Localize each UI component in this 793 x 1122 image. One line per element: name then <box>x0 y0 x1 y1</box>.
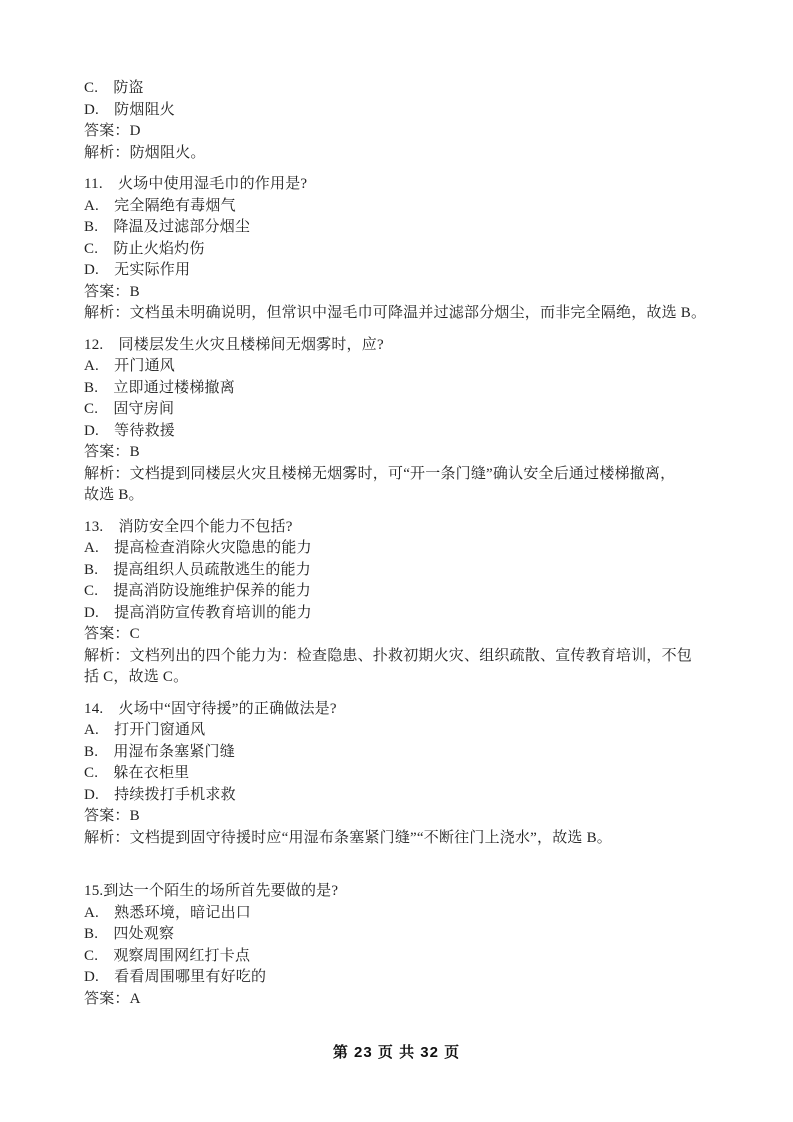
option-d: D. 无实际作用 <box>84 262 191 278</box>
question-title: 14. 火场中“固守待援”的正确做法是? <box>84 700 337 717</box>
question-block-11 <box>84 174 712 325</box>
option-c: C. 防止火焰灼伤 <box>84 240 205 257</box>
question-title: 11. 火场中使用湿毛巾的作用是? <box>84 176 308 192</box>
option-a: A. 完全隔绝有毒烟气 <box>84 197 236 214</box>
option-b: B. 立即通过楼梯撤离 <box>84 379 235 396</box>
answer-line: 答案：B <box>84 283 140 300</box>
option-a: A. 提高检查消除火灾隐患的能力 <box>84 540 312 556</box>
option-c: C. 提高消防设施维护保养的能力 <box>84 583 311 599</box>
question-block-10-partial <box>84 78 712 164</box>
option-d: D. 防烟阻火 <box>84 101 175 118</box>
option-b: B. 四处观察 <box>84 926 175 942</box>
analysis-line: 解析：文档虽未明确说明，但常识中湿毛巾可降温并过滤部分烟尘，而非完全隔绝，故选 B。 <box>84 305 707 321</box>
option-b: B. 降温及过滤部分烟尘 <box>84 219 251 235</box>
analysis-line-continued: 故选 B。 <box>84 487 144 503</box>
page-footer <box>0 1041 793 1062</box>
option-c: C. 躲在衣柜里 <box>84 765 190 781</box>
question-title: 15.到达一个陌生的场所首先要做的是? <box>84 883 339 899</box>
answer-line: 答案：C <box>84 626 140 642</box>
question-block-15 <box>84 881 712 1010</box>
analysis-line: 解析：文档列出的四个能力为：检查隐患、扑救初期火灾、组织疏散、宣传教育培训，不包 <box>84 647 693 664</box>
option-c: C. 观察周围网红打卡点 <box>84 947 251 964</box>
question-title: 12. 同楼层发生火灾且楼梯间无烟雾时，应? <box>84 336 384 353</box>
option-d: D. 等待救援 <box>84 422 175 439</box>
question-block-12 <box>84 335 712 507</box>
option-b: B. 用湿布条塞紧门缝 <box>84 743 235 760</box>
option-c: C. 固守房间 <box>84 401 175 417</box>
answer-line: 答案：D <box>84 123 141 139</box>
page-number-indicator: 第 23 页 共 32 页 <box>332 1044 461 1061</box>
answer-line: 答案：B <box>84 808 140 824</box>
question-title: 13. 消防安全四个能力不包括? <box>84 518 293 535</box>
analysis-line: 解析：防烟阻火。 <box>84 144 206 161</box>
answer-line: 答案：B <box>84 444 140 460</box>
analysis-line: 解析：文档提到同楼层火灾且楼梯无烟雾时，可“开一条门缝”确认安全后通过楼梯撤离， <box>84 465 676 482</box>
question-block-14 <box>84 699 712 850</box>
option-b: B. 提高组织人员疏散逃生的能力 <box>84 561 311 578</box>
question-block-13 <box>84 517 712 689</box>
answer-line: 答案：A <box>84 990 141 1007</box>
option-a: A. 开门通风 <box>84 358 175 374</box>
option-c: C. 防盗 <box>84 80 144 96</box>
analysis-line: 解析：文档提到固守待援时应“用湿布条塞紧门缝”“不断往门上浇水”，故选 B。 <box>84 829 612 846</box>
option-d: D. 提高消防宣传教育培训的能力 <box>84 604 312 621</box>
option-d: D. 看看周围哪里有好吃的 <box>84 969 267 985</box>
option-a: A. 熟悉环境，暗记出口 <box>84 904 251 921</box>
quiz-content <box>84 78 712 1010</box>
option-d: D. 持续拨打手机求救 <box>84 786 236 803</box>
option-a: A. 打开门窗通风 <box>84 722 206 738</box>
analysis-line-continued: 括 C，故选 C。 <box>84 669 189 685</box>
